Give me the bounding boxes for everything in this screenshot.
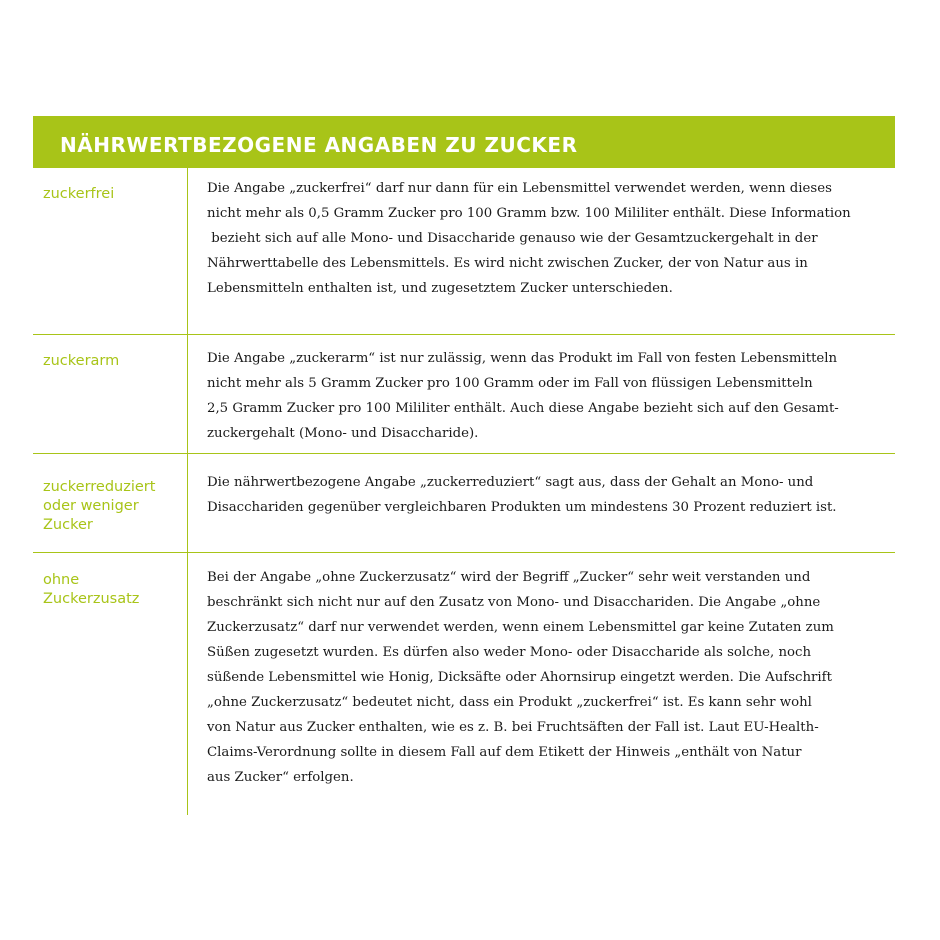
description-line: Die Angabe „zuckerarm“ ist nur zulässig, wenn das Produkt im Fall von festen Lebensmitteln (207, 351, 838, 366)
term-cell (33, 454, 188, 552)
description-line: Zuckerzusatz“ darf nur verwendet werden, wenn einem Lebensmittel gar keine Zutaten zum (207, 620, 834, 635)
description-cell (188, 168, 895, 334)
description-line: Disacchariden gegenüber vergleichbaren Produkten um mindestens 30 Prozent reduziert ist. (207, 500, 837, 515)
description-line: Bei der Angabe „ohne Zuckerzusatz“ wird der Begriff „Zucker“ sehr weit verstanden und (207, 570, 811, 585)
description-cell (188, 335, 895, 453)
table-row (33, 454, 895, 553)
description-line: beschränkt sich nicht nur auf den Zusatz von Mono- und Disacchariden. Die Angabe „ohne (207, 595, 821, 610)
description-line: Nährwerttabelle des Lebensmittels. Es wird nicht zwischen Zucker, der von Natur aus in (207, 256, 808, 271)
term-label: ohne (43, 572, 80, 588)
description-line: Die nährwertbezogene Angabe „zuckerreduziert“ sagt aus, dass der Gehalt an Mono- und (207, 475, 814, 490)
description-line: Claims-Verordnung sollte in diesem Fall auf dem Etikett der Hinweis „enthält von Natur (207, 745, 802, 760)
term-label: zuckerfrei (43, 186, 115, 202)
description-line: von Natur aus Zucker enthalten, wie es z. B. bei Fruchtsäften der Fall ist. Laut EU-Health- (207, 720, 819, 735)
description-line: „ohne Zuckerzusatz“ bedeutet nicht, dass ein Produkt „zuckerfrei“ ist. Es kann sehr wohl (207, 695, 812, 710)
term-label: oder weniger (43, 498, 139, 514)
term-label: zuckerarm (43, 353, 120, 369)
description-line: Die Angabe „zuckerfrei“ darf nur dann für ein Lebensmittel verwendet werden, wenn dieses (207, 181, 832, 196)
sugar-claims-table (33, 116, 895, 815)
description-line: zuckergehalt (Mono- und Disaccharide). (207, 426, 479, 441)
description-line: Süßen zugesetzt wurden. Es dürfen also weder Mono- oder Disaccharide als solche, noch (207, 645, 812, 660)
description-line: Lebensmitteln enthalten ist, und zugesetztem Zucker unterschieden. (207, 281, 673, 296)
term-label: Zucker (43, 517, 93, 533)
table-row (33, 335, 895, 454)
description-cell (188, 553, 895, 815)
description-line: aus Zucker“ erfolgen. (207, 770, 354, 785)
description-line: süßende Lebensmittel wie Honig, Dicksäfte oder Ahornsirup eingetzt werden. Die Aufschrift (207, 670, 832, 685)
description-line: bezieht sich auf alle Mono- und Disaccharide genauso wie der Gesamtzuckergehalt in der (207, 231, 818, 246)
term-label: zuckerreduziert (43, 479, 156, 495)
table-row (33, 553, 895, 815)
term-cell (33, 553, 188, 815)
description-cell (188, 454, 895, 552)
description-line: nicht mehr als 5 Gramm Zucker pro 100 Gramm oder im Fall von flüssigen Lebensmitteln (207, 376, 813, 391)
table-row (33, 168, 895, 335)
term-cell (33, 335, 188, 453)
description-line: nicht mehr als 0,5 Gramm Zucker pro 100 Gramm bzw. 100 Mililiter enthält. Diese Information (207, 206, 851, 221)
table-title: NÄHRWERTBEZOGENE ANGABEN ZU ZUCKER (60, 133, 578, 157)
description-line: 2,5 Gramm Zucker pro 100 Mililiter enthält. Auch diese Angabe bezieht sich auf den Gesamt- (207, 401, 839, 416)
term-label: Zuckerzusatz (43, 591, 140, 607)
term-cell (33, 168, 188, 334)
table-header (33, 116, 895, 168)
